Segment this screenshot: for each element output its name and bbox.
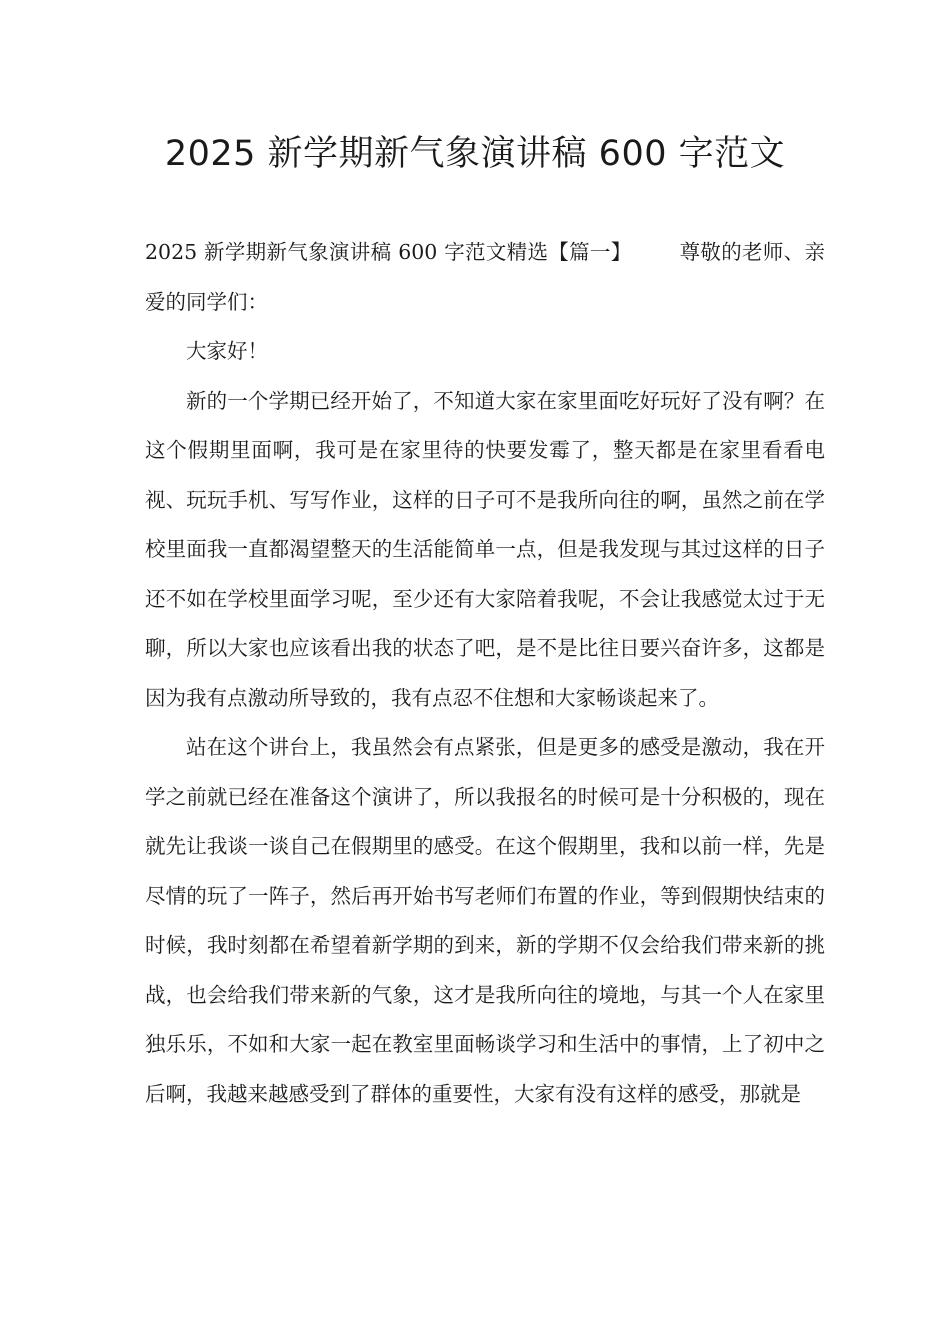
document-title: 2025 新学期新气象演讲稿 600 字范文 [164, 134, 786, 174]
intro-paragraph [145, 228, 825, 327]
document-body [145, 228, 825, 1119]
paragraph-holiday: 新的一个学期已经开始了，不知道大家在家里面吃好玩好了没有啊？在这个假期里面啊，我可是在家里待的快要发霉了，整天都是在家里看看电视、玩玩手机、写写作业，这样的日子可不是我所向往的啊，虽然之前在学校里面我一直都渴望整天的生活能简单一点，但是我发现与其过这样的日子还不如在学校里面学习呢，至少还有大家陪着我呢，不会让我感觉太过于无聊，所以大家也应该看出我的状态了吧，是不是比往日要兴奋许多，这都是因为我有点激动所导致的，我有点忍不住想和大家畅谈起来了。 [145, 388, 825, 710]
salutation: 尊敬的老师、亲爱的同学们： [145, 240, 825, 314]
paragraph-greeting: 大家好！ [186, 339, 268, 363]
paragraph-podium: 站在这个讲台上，我虽然会有点紧张，但是更多的感受是激动，我在开学之前就已经在准备这个演讲了，所以我报名的时候可是十分积极的，现在就先让我谈一谈自己在假期里的感受。在这个假期里，我和以前一样，先是尽情的玩了一阵子，然后再开始书写老师们布置的作业，等到假期快结束的时候，我时刻都在希望着新学期的到来，新的学期不仅会给我们带来新的挑战，也会给我们带来新的气象，这才是我所向往的境地，与其一个人在家里独乐乐，不如和大家一起在教室里面畅谈学习和生活中的事情，上了初中之后啊，我越来越感受到了群体的重要性，大家有没有这样的感受，那就是 [145, 735, 825, 1106]
intro-heading: 2025 新学期新气象演讲稿 600 字范文精选【篇一】 [145, 240, 632, 264]
